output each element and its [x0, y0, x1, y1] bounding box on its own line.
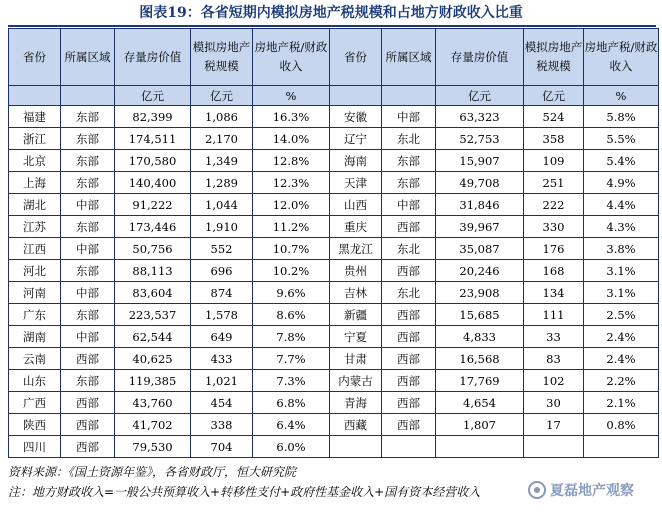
cell-tax-scale: 17 [524, 414, 584, 436]
cell-tax-scale: 251 [524, 172, 584, 194]
cell-region: 中部 [382, 106, 436, 128]
cell-province: 甘肃 [330, 348, 382, 370]
cell-province: 海南 [330, 150, 382, 172]
data-table [8, 28, 659, 458]
cell-tax-scale: 111 [524, 304, 584, 326]
table-row [9, 282, 659, 304]
cell-stock-value: 4,833 [436, 326, 524, 348]
cell-stock-value: 50,756 [115, 238, 191, 260]
cell-region: 西部 [382, 304, 436, 326]
cell-tax-scale: 109 [524, 150, 584, 172]
cell-region [382, 436, 436, 458]
cell-tax-ratio: 11.2% [253, 216, 330, 238]
cell-tax-ratio: 2.4% [584, 348, 659, 370]
cell-stock-value: 79,530 [115, 436, 191, 458]
cell-tax-scale: 30 [524, 392, 584, 414]
cell-tax-ratio: 7.7% [253, 348, 330, 370]
cell-tax-ratio: 5.8% [584, 106, 659, 128]
cell-region: 东部 [382, 172, 436, 194]
cell-province: 福建 [9, 106, 61, 128]
cell-region: 西部 [382, 216, 436, 238]
cell-region: 西部 [382, 370, 436, 392]
cell-province [330, 436, 382, 458]
unit-tax-scale: 亿元 [191, 86, 253, 106]
cell-province: 新疆 [330, 304, 382, 326]
cell-province: 北京 [9, 150, 61, 172]
table-row [9, 238, 659, 260]
unit-tax-ratio: % [253, 86, 330, 106]
cell-stock-value: 1,807 [436, 414, 524, 436]
cell-region: 东部 [61, 150, 115, 172]
cell-tax-scale: 102 [524, 370, 584, 392]
cell-tax-scale: 176 [524, 238, 584, 260]
cell-tax-ratio: 5.4% [584, 150, 659, 172]
cell-region: 东部 [61, 216, 115, 238]
cell-province: 辽宁 [330, 128, 382, 150]
cell-region: 中部 [61, 282, 115, 304]
table-row [9, 194, 659, 216]
cell-region: 东北 [382, 128, 436, 150]
cell-stock-value: 62,544 [115, 326, 191, 348]
cell-region: 东部 [61, 304, 115, 326]
cell-stock-value: 223,537 [115, 304, 191, 326]
unit-tax-ratio: % [584, 86, 659, 106]
table-row [9, 216, 659, 238]
cell-province: 黑龙江 [330, 238, 382, 260]
cell-tax-ratio: 2.4% [584, 326, 659, 348]
cell-region: 东部 [61, 128, 115, 150]
header-tax-ratio: 房地产税/财政收入 [584, 29, 659, 86]
cell-tax-scale: 358 [524, 128, 584, 150]
cell-province: 山西 [330, 194, 382, 216]
cell-tax-ratio: 2.1% [584, 392, 659, 414]
header-stock-value: 存量房价值 [115, 29, 191, 86]
cell-stock-value: 119,385 [115, 370, 191, 392]
cell-tax-scale: 83 [524, 348, 584, 370]
cell-tax-scale: 1,349 [191, 150, 253, 172]
cell-province: 贵州 [330, 260, 382, 282]
table-row [9, 392, 659, 414]
cell-province: 宁夏 [330, 326, 382, 348]
cell-tax-ratio: 4.9% [584, 172, 659, 194]
unit-tax-scale: 亿元 [524, 86, 584, 106]
table-row [9, 304, 659, 326]
header-region: 所属区域 [382, 29, 436, 86]
cell-region: 中部 [382, 194, 436, 216]
cell-tax-ratio: 9.6% [253, 282, 330, 304]
cell-tax-scale: 1,086 [191, 106, 253, 128]
cell-region: 东部 [61, 370, 115, 392]
unit-blank [9, 86, 61, 106]
header-region: 所属区域 [61, 29, 115, 86]
unit-blank [330, 86, 382, 106]
cell-tax-ratio: 12.3% [253, 172, 330, 194]
source-note: 资料来源：《国土资源年鉴》，各省财政厅，恒大研究院 [8, 465, 297, 479]
cell-tax-ratio: 4.3% [584, 216, 659, 238]
cell-region: 东部 [61, 172, 115, 194]
cell-tax-scale: 524 [524, 106, 584, 128]
table-row [9, 348, 659, 370]
cell-province: 安徽 [330, 106, 382, 128]
cell-region: 西部 [382, 260, 436, 282]
table-title: 图表19：各省短期内模拟房地产税规模和占地方财政收入比重 [139, 5, 523, 21]
cell-stock-value: 170,580 [115, 150, 191, 172]
cell-province: 江西 [9, 238, 61, 260]
cell-province: 天津 [330, 172, 382, 194]
cell-tax-ratio: 0.8% [584, 414, 659, 436]
header-row [9, 29, 659, 86]
cell-tax-ratio: 3.1% [584, 260, 659, 282]
cell-stock-value: 174,511 [115, 128, 191, 150]
cell-tax-scale: 433 [191, 348, 253, 370]
cell-province: 上海 [9, 172, 61, 194]
cell-tax-scale: 168 [524, 260, 584, 282]
watermark-text: 夏磊地产观察 [550, 483, 634, 499]
cell-region: 西部 [61, 414, 115, 436]
cell-tax-ratio: 5.5% [584, 128, 659, 150]
cell-region: 东部 [382, 150, 436, 172]
header-stock-value: 存量房价值 [436, 29, 524, 86]
unit-blank [61, 86, 115, 106]
cell-stock-value: 15,685 [436, 304, 524, 326]
cell-region: 东部 [61, 260, 115, 282]
cell-stock-value: 52,753 [436, 128, 524, 150]
table-row [9, 128, 659, 150]
cell-province: 江苏 [9, 216, 61, 238]
header-tax-scale: 模拟房地产税规模 [524, 29, 584, 86]
cell-region: 西部 [61, 348, 115, 370]
cell-region: 西部 [61, 436, 115, 458]
cell-stock-value: 82,399 [115, 106, 191, 128]
cell-stock-value: 4,654 [436, 392, 524, 414]
cell-tax-scale: 696 [191, 260, 253, 282]
cell-tax-scale: 33 [524, 326, 584, 348]
cell-region: 西部 [61, 392, 115, 414]
cell-region: 西部 [382, 392, 436, 414]
cell-tax-ratio: 4.4% [584, 194, 659, 216]
cell-province: 湖北 [9, 194, 61, 216]
cell-tax-ratio: 7.3% [253, 370, 330, 392]
unit-blank [382, 86, 436, 106]
cell-tax-ratio: 10.7% [253, 238, 330, 260]
cell-tax-scale: 134 [524, 282, 584, 304]
cell-province: 陕西 [9, 414, 61, 436]
cell-tax-ratio: 16.3% [253, 106, 330, 128]
cell-stock-value: 140,400 [115, 172, 191, 194]
cell-province: 广西 [9, 392, 61, 414]
cell-tax-scale: 649 [191, 326, 253, 348]
cell-tax-scale: 2,170 [191, 128, 253, 150]
cell-stock-value: 15,907 [436, 150, 524, 172]
cell-tax-ratio: 6.4% [253, 414, 330, 436]
cell-tax-scale: 1,578 [191, 304, 253, 326]
table-row [9, 172, 659, 194]
cell-tax-scale: 1,910 [191, 216, 253, 238]
cell-province: 湖南 [9, 326, 61, 348]
cell-tax-scale: 1,289 [191, 172, 253, 194]
cell-province: 重庆 [330, 216, 382, 238]
cell-stock-value: 63,323 [436, 106, 524, 128]
unit-stock-value: 亿元 [115, 86, 191, 106]
cell-tax-ratio: 8.6% [253, 304, 330, 326]
cell-stock-value: 31,846 [436, 194, 524, 216]
formula-note: 注：地方财政收入=一般公共预算收入+转移性支付+政府性基金收入+国有资本经营收入 [8, 485, 481, 499]
cell-tax-ratio: 12.8% [253, 150, 330, 172]
cell-tax-scale: 704 [191, 436, 253, 458]
table-row [9, 260, 659, 282]
cell-stock-value: 173,446 [115, 216, 191, 238]
cell-province: 四川 [9, 436, 61, 458]
cell-tax-scale: 1,021 [191, 370, 253, 392]
cell-province: 吉林 [330, 282, 382, 304]
cell-tax-scale: 552 [191, 238, 253, 260]
unit-stock-value: 亿元 [436, 86, 524, 106]
header-province: 省份 [330, 29, 382, 86]
cell-tax-ratio: 7.8% [253, 326, 330, 348]
cell-stock-value: 39,967 [436, 216, 524, 238]
cell-region: 西部 [382, 348, 436, 370]
cell-stock-value: 16,568 [436, 348, 524, 370]
cell-tax-ratio: 2.5% [584, 304, 659, 326]
cell-region: 中部 [61, 326, 115, 348]
cell-province: 浙江 [9, 128, 61, 150]
cell-province: 河北 [9, 260, 61, 282]
cell-region: 中部 [61, 194, 115, 216]
cell-province: 云南 [9, 348, 61, 370]
title-rule [8, 25, 656, 27]
cell-stock-value: 23,908 [436, 282, 524, 304]
cell-region: 东北 [382, 238, 436, 260]
cell-stock-value: 91,222 [115, 194, 191, 216]
cell-stock-value: 43,760 [115, 392, 191, 414]
unit-row [9, 86, 659, 106]
table-row [9, 414, 659, 436]
header-tax-scale: 模拟房地产税规模 [191, 29, 253, 86]
cell-region: 东部 [61, 106, 115, 128]
cell-province: 青海 [330, 392, 382, 414]
cell-tax-ratio [584, 436, 659, 458]
cell-tax-scale [524, 436, 584, 458]
cell-tax-scale: 874 [191, 282, 253, 304]
cell-tax-ratio: 14.0% [253, 128, 330, 150]
cell-tax-scale: 222 [524, 194, 584, 216]
cell-province: 山东 [9, 370, 61, 392]
cell-region: 东北 [382, 282, 436, 304]
cell-tax-ratio: 3.1% [584, 282, 659, 304]
cell-tax-ratio: 12.0% [253, 194, 330, 216]
cell-tax-scale: 454 [191, 392, 253, 414]
cell-stock-value: 83,604 [115, 282, 191, 304]
cell-province: 广东 [9, 304, 61, 326]
wechat-logo-icon [528, 481, 546, 499]
cell-stock-value: 17,769 [436, 370, 524, 392]
cell-tax-ratio: 6.0% [253, 436, 330, 458]
cell-stock-value: 35,087 [436, 238, 524, 260]
cell-tax-ratio: 6.8% [253, 392, 330, 414]
cell-province: 西藏 [330, 414, 382, 436]
cell-stock-value: 20,246 [436, 260, 524, 282]
cell-tax-ratio: 10.2% [253, 260, 330, 282]
cell-stock-value: 40,625 [115, 348, 191, 370]
cell-province: 河南 [9, 282, 61, 304]
table-row [9, 436, 659, 458]
cell-province: 内蒙古 [330, 370, 382, 392]
table-row [9, 370, 659, 392]
cell-tax-scale: 338 [191, 414, 253, 436]
cell-tax-scale: 330 [524, 216, 584, 238]
cell-stock-value: 88,113 [115, 260, 191, 282]
cell-region: 中部 [61, 238, 115, 260]
watermark [528, 478, 634, 502]
cell-stock-value: 41,702 [115, 414, 191, 436]
header-province: 省份 [9, 29, 61, 86]
header-tax-ratio: 房地产税/财政收入 [253, 29, 330, 86]
cell-stock-value [436, 436, 524, 458]
table-row [9, 326, 659, 348]
cell-tax-ratio: 3.8% [584, 238, 659, 260]
cell-tax-ratio: 2.2% [584, 370, 659, 392]
table-row [9, 106, 659, 128]
table-row [9, 150, 659, 172]
cell-tax-scale: 1,044 [191, 194, 253, 216]
cell-stock-value: 49,708 [436, 172, 524, 194]
cell-region: 西部 [382, 414, 436, 436]
cell-region: 西部 [382, 326, 436, 348]
